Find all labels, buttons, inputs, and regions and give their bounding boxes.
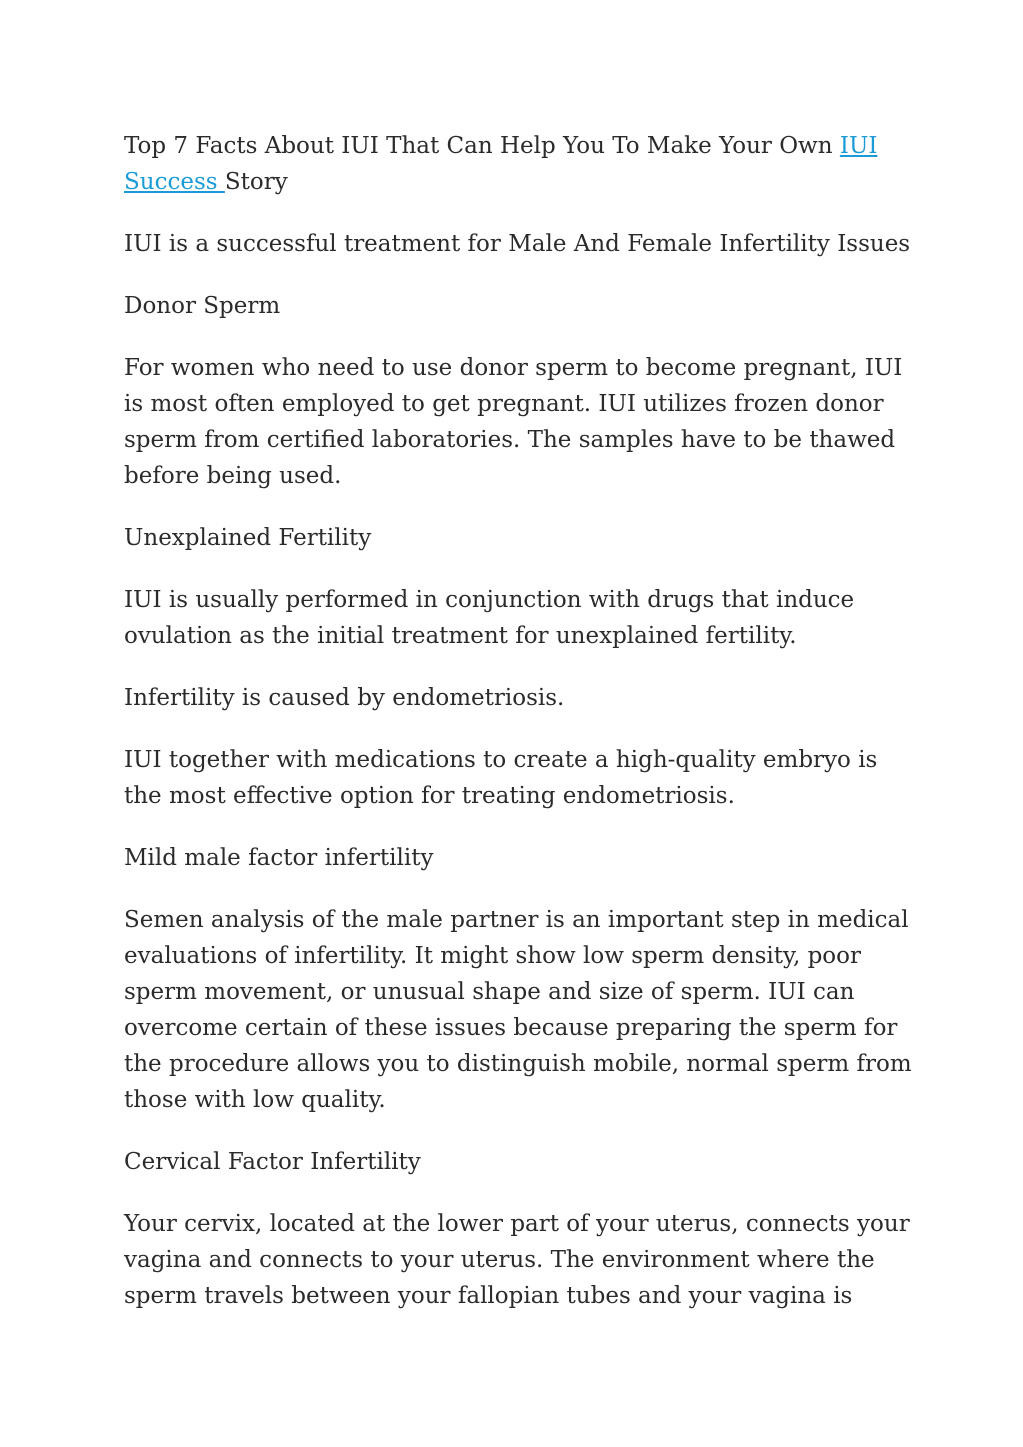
document-title: [124, 128, 914, 200]
section-heading-cervical-factor: Cervical Factor Infertility: [124, 1149, 421, 1175]
title-text: Top 7 Facts About IUI That Can Help You To Make Your Own: [124, 133, 840, 159]
male-factor-paragraph: Semen analysis of the male partner is an important step in medical evaluations of infertility. It might show low sperm density, poor sperm movement, or unusual shape and size of sperm. IUI can overcome certain of these issues because preparing the sperm for the procedure allows you to distinguish mobile, normal sperm from those with low quality.: [124, 907, 912, 1113]
section-heading-donor-sperm: Donor Sperm: [124, 293, 281, 319]
section-heading-male-factor: Mild male factor infertility: [124, 845, 434, 871]
intro-paragraph: IUI is a successful treatment for Male And Female Infertility Issues: [124, 231, 911, 257]
donor-sperm-paragraph: For women who need to use donor sperm to become pregnant, IUI is most often employed to get pregnant. IUI utilizes frozen donor sperm from certified laboratories. The samples have to be thawed before being used.: [124, 355, 903, 489]
title-suffix: Story: [224, 169, 288, 195]
section-heading-endometriosis: Infertility is caused by endometriosis.: [124, 685, 565, 711]
cervical-factor-paragraph: Your cervix, located at the lower part of your uterus, connects your vagina and connects to your uterus. The environment where the sperm travels between your fallopian tubes and your vagina is: [124, 1211, 910, 1309]
endometriosis-paragraph: IUI together with medications to create a high-quality embryo is the most effective option for treating endometriosis.: [124, 747, 878, 809]
section-heading-unexplained-fertility: Unexplained Fertility: [124, 525, 372, 551]
unexplained-fertility-paragraph: IUI is usually performed in conjunction with drugs that induce ovulation as the initial treatment for unexplained fertility.: [124, 587, 855, 649]
document-page: [124, 128, 914, 1340]
iui-success-link[interactable]: IUI Success: [124, 133, 878, 195]
